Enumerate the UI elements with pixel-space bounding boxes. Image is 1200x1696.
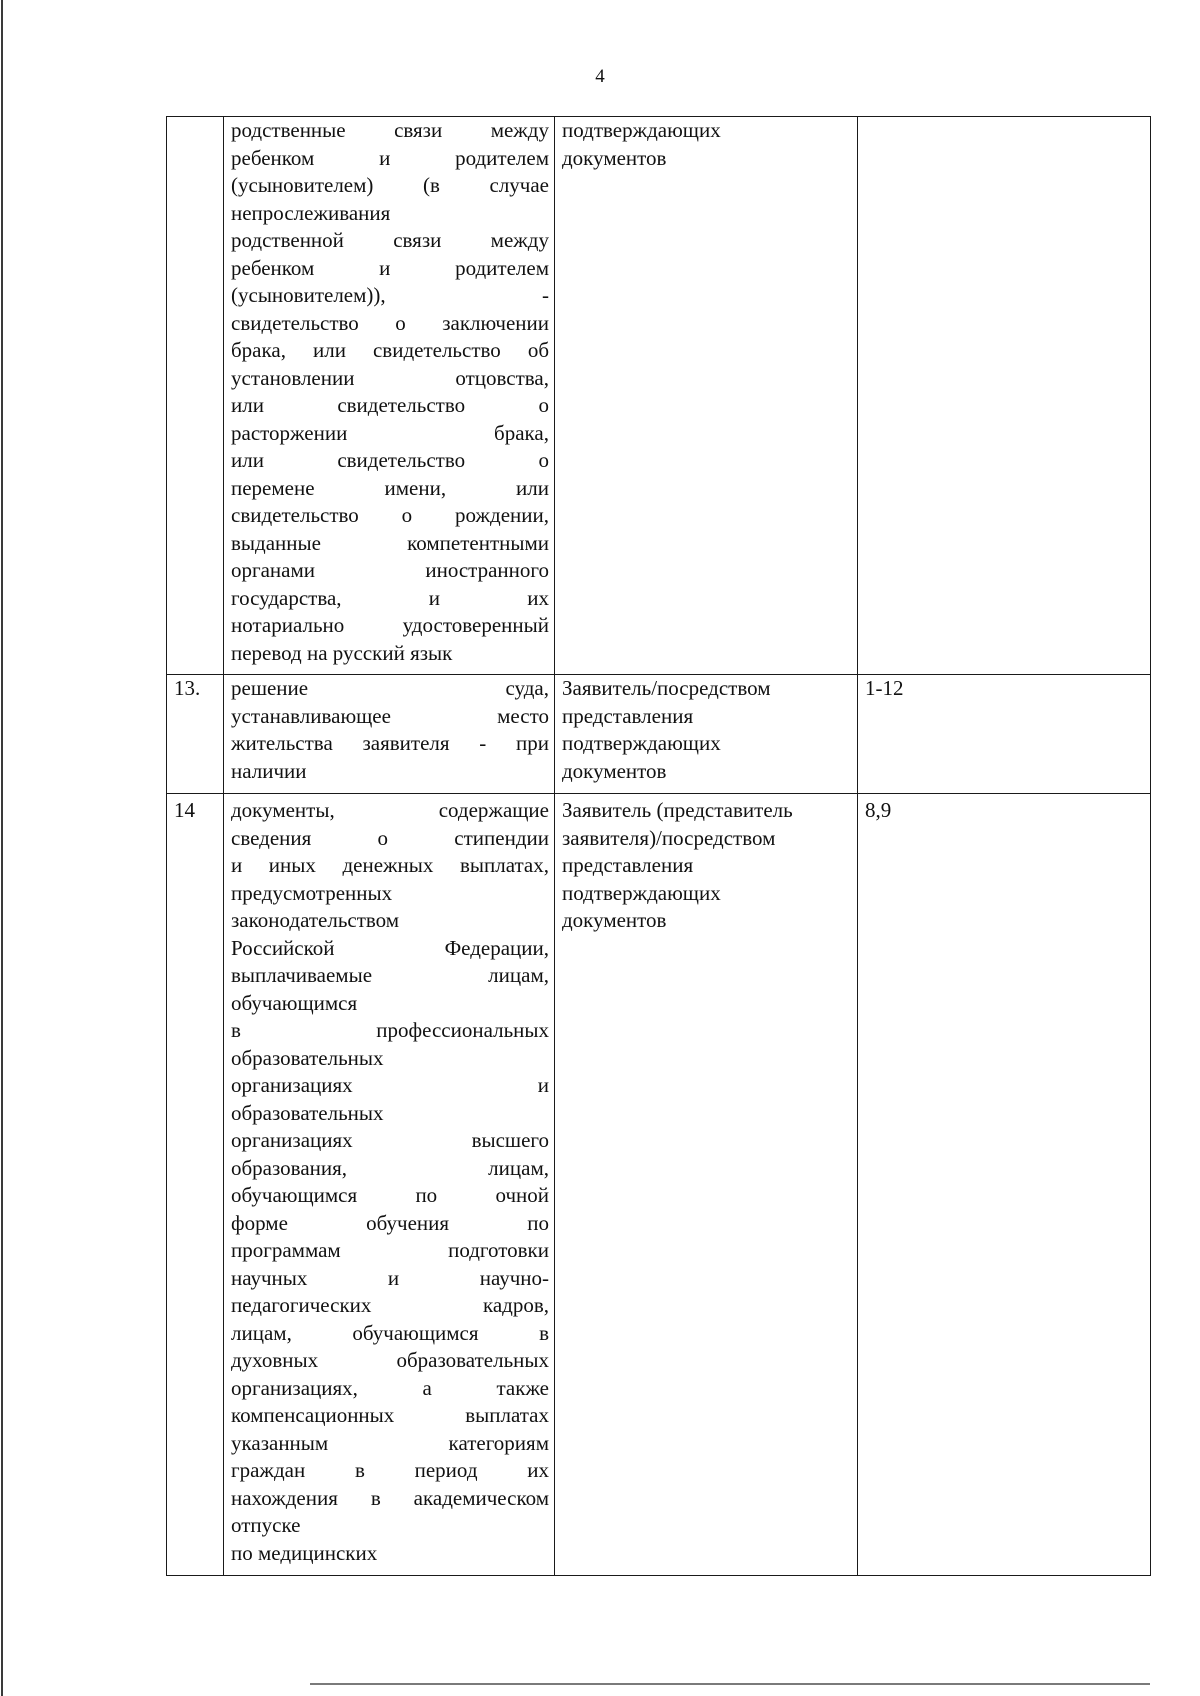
table-row (167, 117, 1151, 675)
description-line: отпуске (231, 1513, 301, 1537)
description-line: педагогических кадров, (231, 1293, 549, 1317)
description-line: ребенком и родителем (231, 145, 549, 170)
description-line: брака, или свидетельство об (231, 338, 549, 362)
page-left-edge (1, 0, 3, 1696)
submitter-cell (555, 117, 858, 675)
description-line: указанным категориям (231, 1430, 549, 1455)
description-line: наличии (231, 758, 307, 783)
description-line: организациях высшего (231, 1128, 549, 1152)
description-line: непрослеживания (231, 200, 391, 225)
description-line: или свидетельство о (231, 448, 549, 472)
document-description-cell (224, 675, 555, 794)
description-line: документы, содержащие (231, 798, 549, 822)
description-line: жительства заявителя - при (231, 731, 549, 755)
table-row (167, 675, 1151, 794)
row-number-cell (167, 117, 224, 675)
description-line: нотариально удостоверенный (231, 613, 549, 637)
description-line: организациях и (231, 1073, 549, 1097)
description-line: форме обучения по (231, 1210, 549, 1235)
description-line: законодательством (231, 908, 400, 932)
description-line: программам подготовки (231, 1238, 549, 1262)
reference-cell (858, 117, 1151, 675)
description-line: в профессиональных (231, 1018, 549, 1042)
document-description (231, 117, 549, 667)
description-line: ребенком и родителем (231, 255, 549, 280)
submitter-cell (555, 675, 858, 794)
row-number: 14 (174, 798, 195, 822)
document-description-cell (224, 117, 555, 675)
description-line: свидетельство о рождении, (231, 503, 549, 527)
description-line: свидетельство о заключении (231, 310, 549, 335)
description-line: образовательных (231, 1100, 384, 1125)
description-line: и иных денежных выплатах, (231, 853, 549, 877)
description-line: выданные компетентными (231, 530, 549, 555)
description-line: установлении отцовства, (231, 365, 549, 390)
description-line: лицам, обучающимся в (231, 1320, 549, 1345)
document-description-cell (224, 794, 555, 1576)
submitter-text: Заявитель/посредством представления подтверждающих документов (562, 676, 771, 783)
description-line: нахождения в академическом (231, 1485, 549, 1510)
description-line: сведения о стипендии (231, 825, 549, 850)
description-line: государства, и их (231, 585, 549, 610)
row-number-cell (167, 794, 224, 1576)
description-line: перевод на русский язык (231, 640, 453, 665)
description-line: по медицинских (231, 1540, 378, 1565)
document-description (231, 797, 549, 1567)
description-line: (усыновителем)), - (231, 283, 549, 307)
description-line: организациях, а также (231, 1375, 549, 1400)
reference-cell (858, 794, 1151, 1576)
description-line: устанавливающее место (231, 703, 549, 728)
submitter-cell (555, 794, 858, 1576)
description-line: расторжении брака, (231, 420, 549, 445)
description-line: образовательных (231, 1045, 384, 1070)
row-number-cell (167, 675, 224, 794)
description-line: (усыновителем) (в случае (231, 173, 549, 197)
description-line: Российской Федерации, (231, 935, 549, 960)
table-row (167, 794, 1151, 1576)
row-number: 13. (174, 676, 201, 700)
description-line: или свидетельство о (231, 393, 549, 417)
reference-items: 1-12 (865, 676, 904, 700)
description-line: родственной связи между (231, 228, 549, 252)
reference-cell (858, 675, 1151, 794)
description-line: решение суда, (231, 676, 549, 700)
description-line: органами иностранного (231, 558, 549, 582)
description-line: родственные связи между (231, 118, 549, 142)
description-line: граждан в период их (231, 1458, 549, 1482)
description-line: обучающимся по очной (231, 1183, 549, 1207)
description-line: образования, лицам, (231, 1155, 549, 1180)
bottom-rule (310, 1683, 1150, 1685)
description-line: компенсационных выплатах (231, 1403, 549, 1427)
submitter-text: подтверждающих документов (562, 118, 721, 170)
reference-items: 8,9 (865, 798, 892, 822)
submitter-text: Заявитель (представитель заявителя)/посредством представления подтверждающих документов (562, 798, 793, 932)
description-line: духовных образовательных (231, 1348, 549, 1372)
description-line: выплачиваемые лицам, (231, 963, 549, 987)
description-line: перемене имени, или (231, 475, 549, 500)
description-line: научных и научно- (231, 1265, 549, 1290)
description-line: обучающимся (231, 990, 358, 1015)
document-description (231, 675, 549, 785)
description-line: предусмотренных (231, 880, 393, 905)
page-number: 4 (595, 66, 605, 87)
documents-table (166, 116, 1151, 1576)
